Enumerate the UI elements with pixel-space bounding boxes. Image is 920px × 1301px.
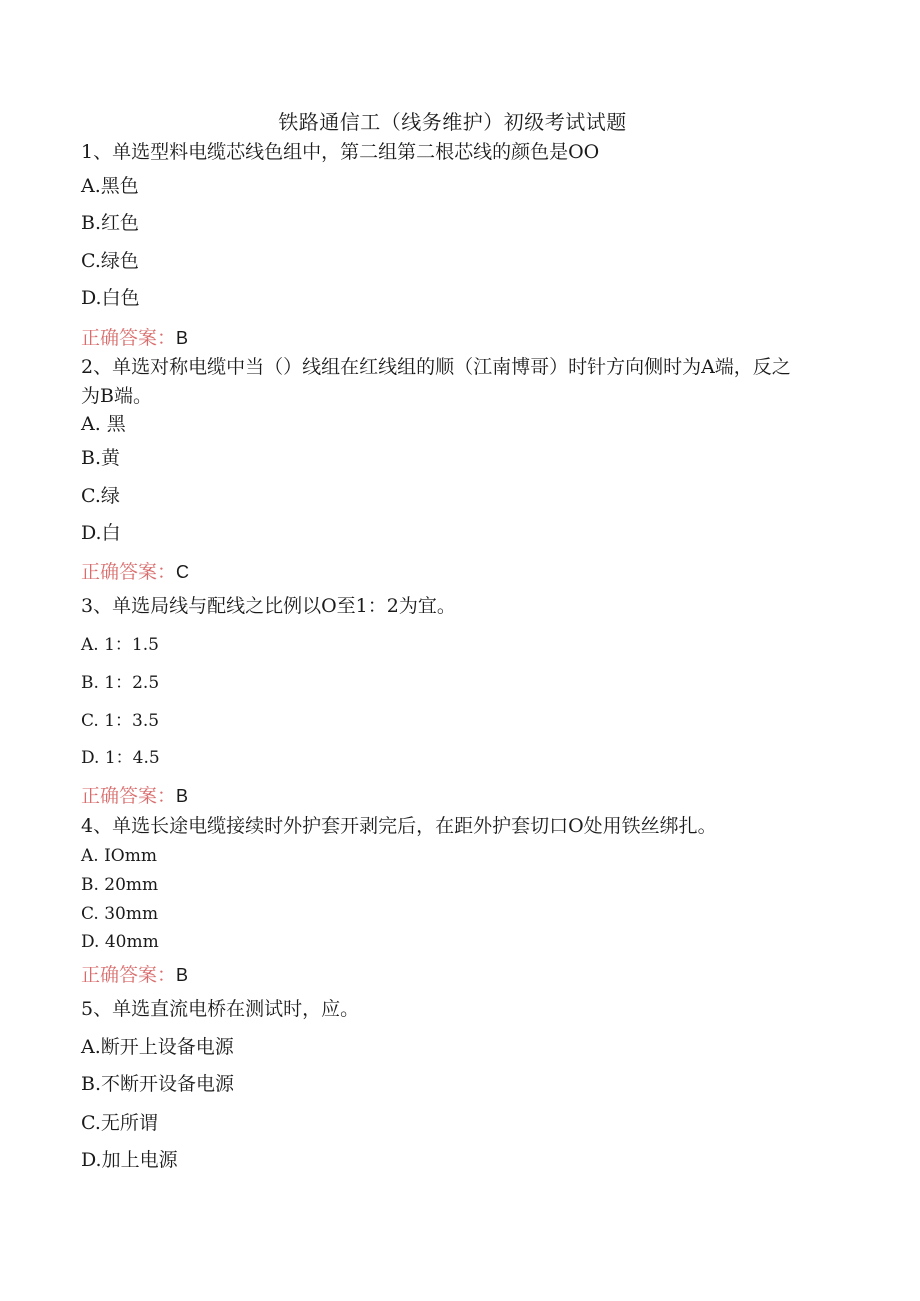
question-2-option-d: D.白 — [81, 522, 121, 544]
question-4-option-a: A. IOmm — [81, 846, 157, 866]
question-1-option-a: A.黑色 — [81, 175, 139, 197]
question-5-option-b: B.不断开设备电源 — [81, 1073, 235, 1095]
question-1-answer — [81, 324, 188, 352]
answer-value: C — [176, 562, 190, 582]
question-5-option-d: D.加上电源 — [81, 1149, 178, 1171]
question-1-option-d: D.白色 — [81, 287, 140, 309]
question-5-text: 5、单选直流电桥在测试时，应。 — [81, 998, 360, 1020]
question-4-option-d: D. 40mm — [81, 932, 159, 952]
question-2-option-c: C.绿 — [81, 485, 120, 507]
answer-label: 正确答案： — [81, 964, 177, 986]
answer-value: B — [176, 786, 189, 806]
question-2-option-b: B.黄 — [81, 447, 121, 469]
question-2-answer — [81, 558, 189, 586]
answer-label: 正确答案： — [81, 561, 177, 583]
question-4-option-c: C. 30mm — [81, 904, 159, 924]
question-5-option-a: A.断开上设备电源 — [81, 1036, 234, 1058]
question-3-option-d: D. 1：4.5 — [81, 748, 160, 768]
question-4-option-b: B. 20mm — [81, 875, 159, 895]
question-2-text: 2、单选对称电缆中当（）线组在红线组的顺（江南博哥）时针方向侧时为A端，反之为B端。 — [81, 356, 791, 407]
question-3-answer — [81, 782, 188, 810]
question-1-option-c: C.绿色 — [81, 250, 139, 272]
question-4-answer — [81, 961, 188, 989]
document-title: 铁路通信工（线务维护）初级考试试题 — [278, 110, 627, 134]
question-1-option-b: B.红色 — [81, 212, 140, 234]
answer-value: B — [176, 965, 189, 985]
answer-label: 正确答案： — [81, 785, 177, 807]
answer-label: 正确答案： — [81, 327, 177, 349]
question-4-text: 4、单选长途电缆接续时外护套开剥完后，在距外护套切口O处用铁丝绑扎。 — [81, 815, 717, 837]
question-3-option-c: C. 1：3.5 — [81, 711, 160, 731]
question-3-option-b: B. 1：2.5 — [81, 673, 160, 693]
question-2-option-a: A. 黑 — [81, 413, 126, 435]
question-3-option-a: A. 1：1.5 — [81, 635, 159, 655]
question-1-text: 1、单选型料电缆芯线色组中，第二组第二根芯线的颜色是OO — [81, 141, 600, 163]
question-3-text: 3、单选局线与配线之比例以O至1：2为宜。 — [81, 595, 456, 617]
answer-value: B — [176, 328, 189, 348]
question-5-option-c: C.无所谓 — [81, 1112, 158, 1134]
